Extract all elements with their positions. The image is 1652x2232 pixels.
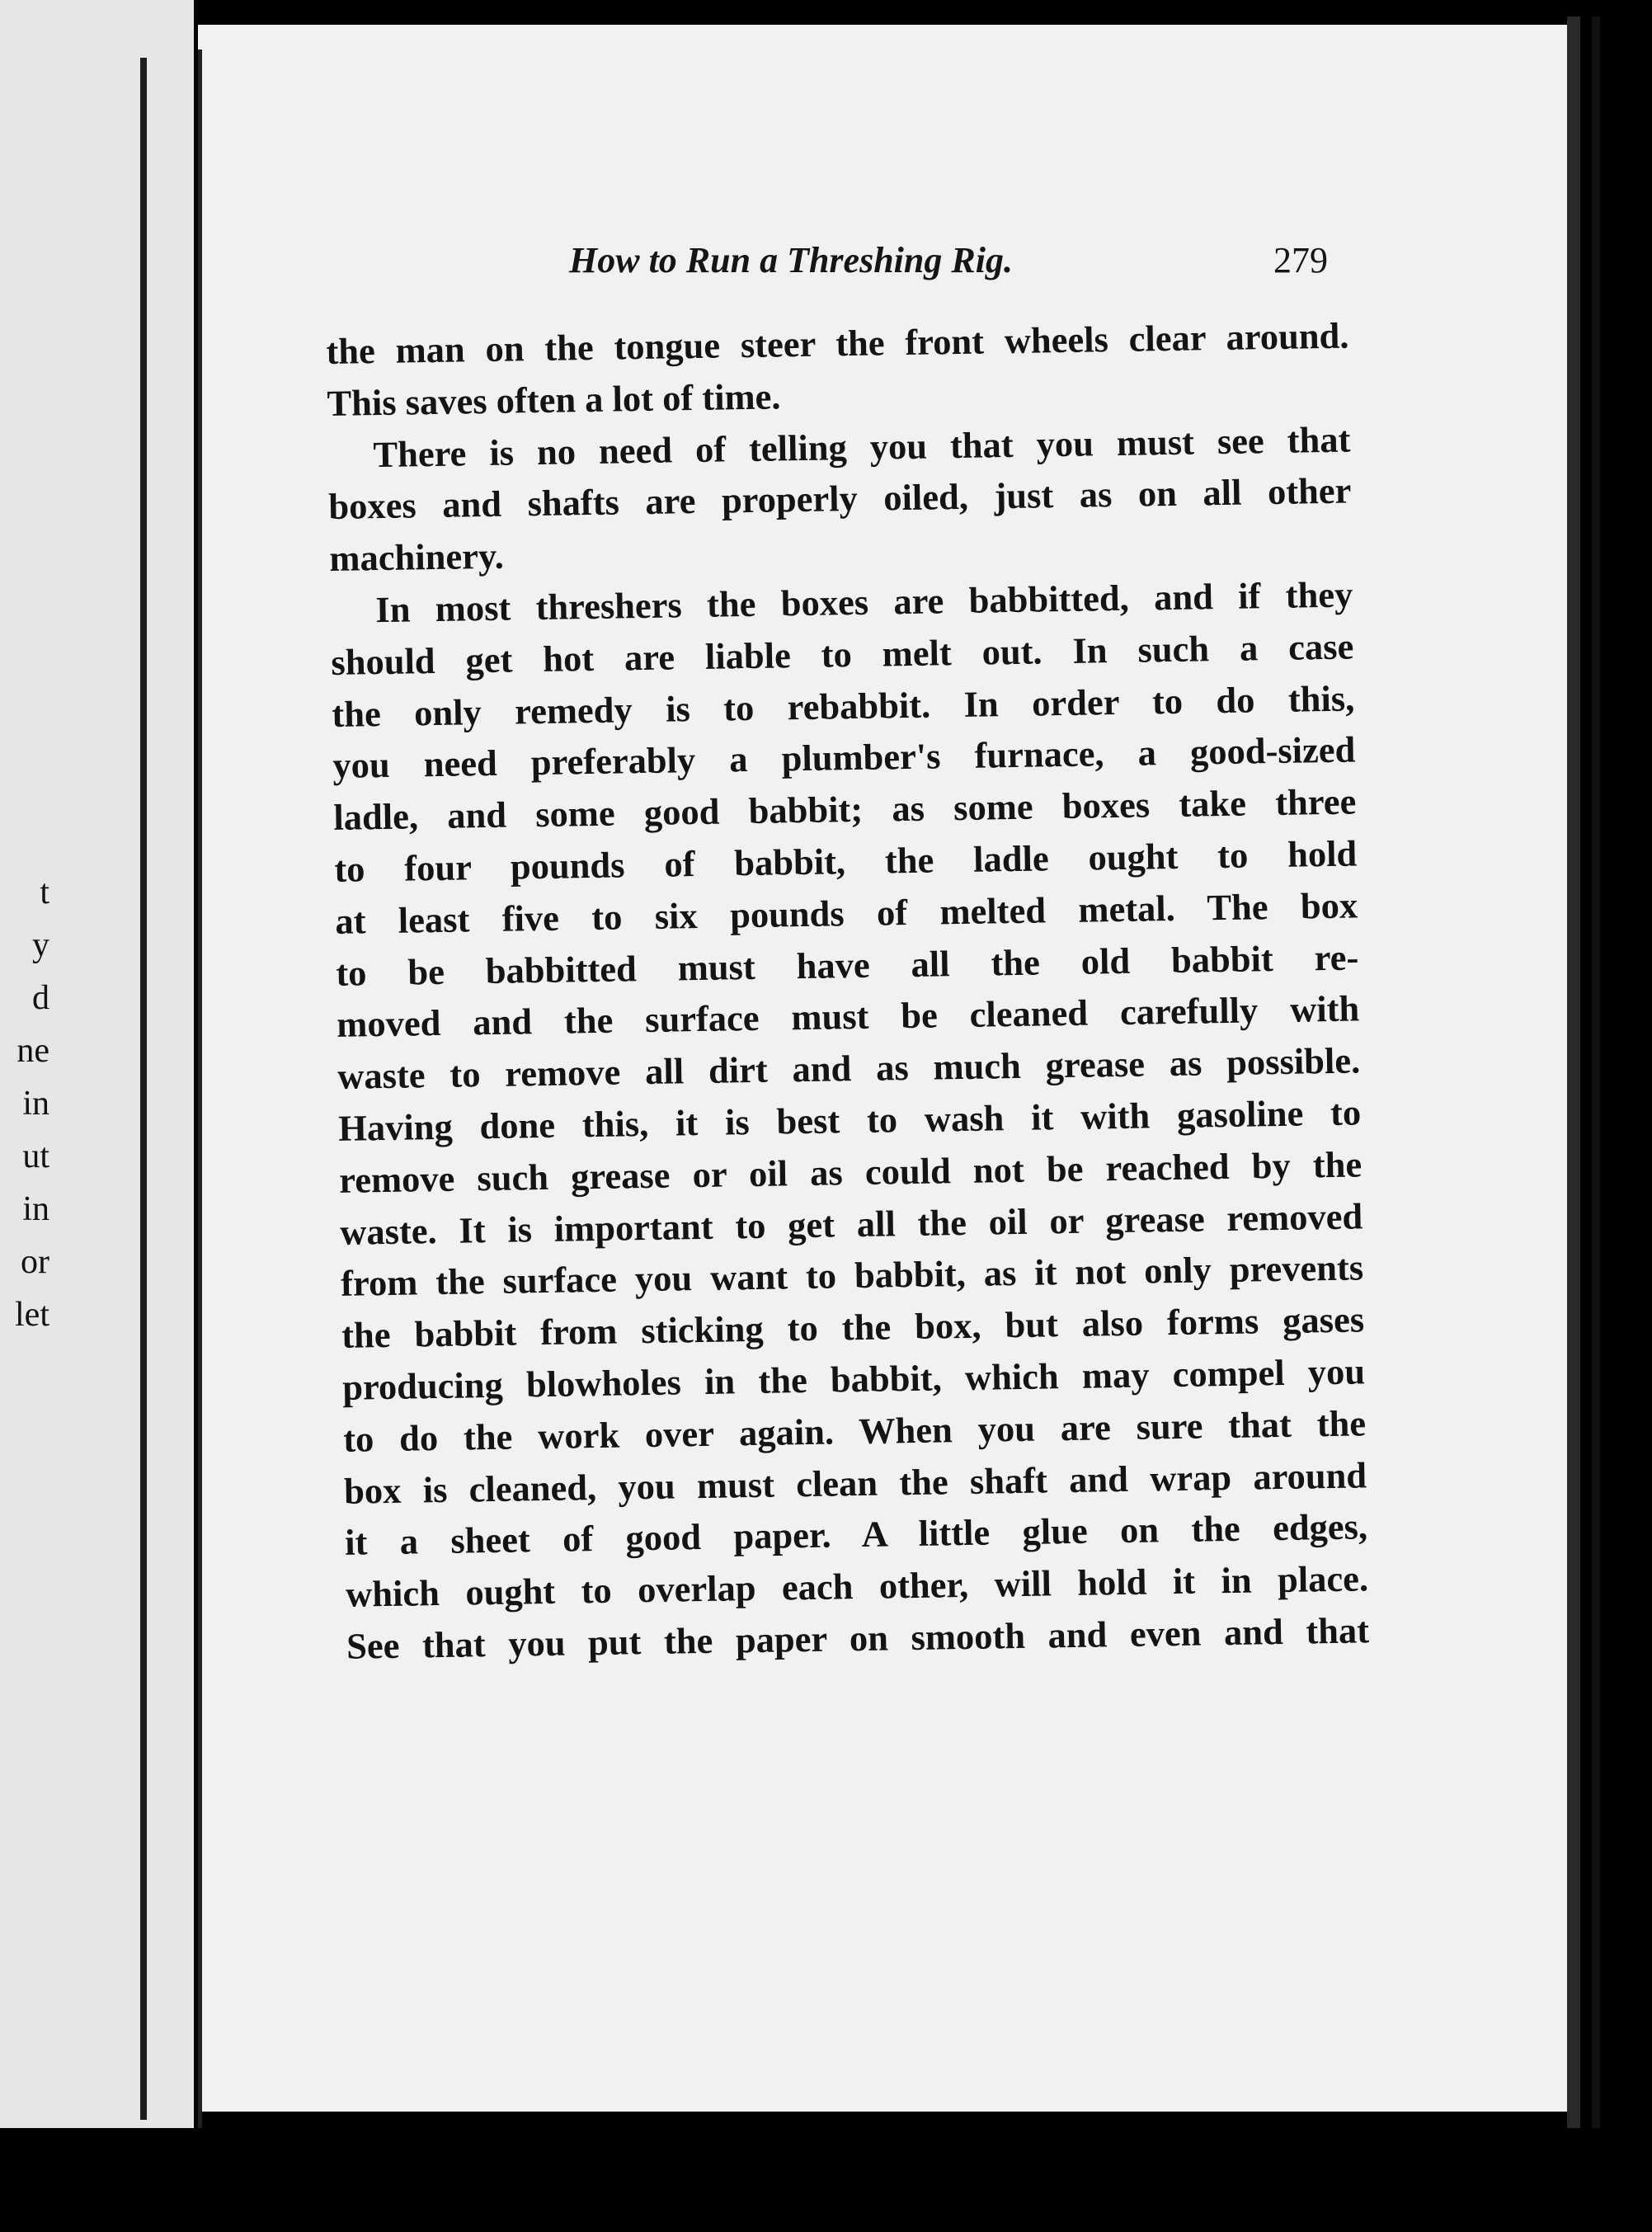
body-text xyxy=(326,310,1369,1673)
left-fragment-line: in xyxy=(22,1085,49,1123)
text-line: machinery. xyxy=(329,534,505,580)
page-edge-shadow-outer xyxy=(1592,16,1600,2128)
text-line: boxes and shafts are properly oiled, just as on all other xyxy=(328,469,1352,528)
text-line: waste. It is important to get all the oil or grease removed xyxy=(339,1194,1363,1253)
text-line: the only remedy is to rebabbit. In order to do this, xyxy=(331,677,1355,735)
left-fragment-line: in xyxy=(22,1190,49,1228)
left-fragment-line: or xyxy=(21,1243,49,1281)
text-line: it a sheet of good paper. A little glue on the edges, xyxy=(344,1505,1368,1564)
text-line: should get hot are liable to melt out. In such a case xyxy=(331,625,1354,683)
text-line: remove such grease or oil as could not be reached by the xyxy=(338,1143,1363,1201)
left-fragment-line: let xyxy=(15,1296,49,1334)
text-line: the man on the tongue steer the front wheels clear around. xyxy=(326,314,1349,372)
text-line: This saves often a lot of time. xyxy=(327,375,781,424)
text-line: you need preferably a plumber's furnace, a good-sized xyxy=(332,728,1356,787)
text-line: There is no need of telling you that you must see that xyxy=(373,418,1351,475)
left-fragment-line: ut xyxy=(22,1137,49,1175)
left-fragment-line: t xyxy=(40,873,49,911)
text-line: See that you put the paper on smooth and even and that xyxy=(346,1609,1370,1667)
text-line: producing blowholes in the babbit, which may compel you xyxy=(341,1350,1366,1408)
page-edge-shadow xyxy=(1567,16,1580,2128)
left-fragment-line: d xyxy=(32,979,49,1017)
inner-gutter-line xyxy=(198,49,202,2128)
text-line: to do the work over again. When you are sure that the xyxy=(342,1402,1367,1460)
text-line: to be babbitted must have all the old babbit re- xyxy=(335,935,1359,994)
text-line: Having done this, it is best to wash it with gasoline to xyxy=(337,1091,1362,1149)
text-line: which ought to overlap each other, will hold it in place. xyxy=(345,1557,1369,1615)
text-line: from the surface you want to babbit, as it not only prevents xyxy=(340,1246,1364,1305)
text-line: moved and the surface must be cleaned carefully with xyxy=(336,987,1360,1046)
text-line: at least five to six pounds of melted metal. The box xyxy=(334,884,1358,942)
left-fragment-line: ne xyxy=(16,1032,49,1070)
left-facing-page xyxy=(0,0,194,2128)
running-head-title: How to Run a Threshing Rig. xyxy=(569,240,1013,280)
text-line: waste to remove all dirt and as much grease as possible. xyxy=(337,1039,1361,1098)
page-number: 279 xyxy=(1273,240,1328,280)
text-line: the babbit from sticking to the box, but also forms gases xyxy=(341,1298,1365,1356)
left-page-text-fragment xyxy=(0,866,49,1341)
left-page-gutter-shadow xyxy=(140,58,147,2120)
text-line: ladle, and some good babbit; as some boxes take three xyxy=(332,780,1357,839)
text-line: In most threshers the boxes are babbitted, and if they xyxy=(375,573,1353,631)
text-line: box is cleaned, you must clean the shaft and wrap around xyxy=(343,1453,1367,1512)
text-line: to four pounds of babbit, the ladle ought to hold xyxy=(333,832,1358,890)
left-fragment-line: y xyxy=(32,926,49,964)
